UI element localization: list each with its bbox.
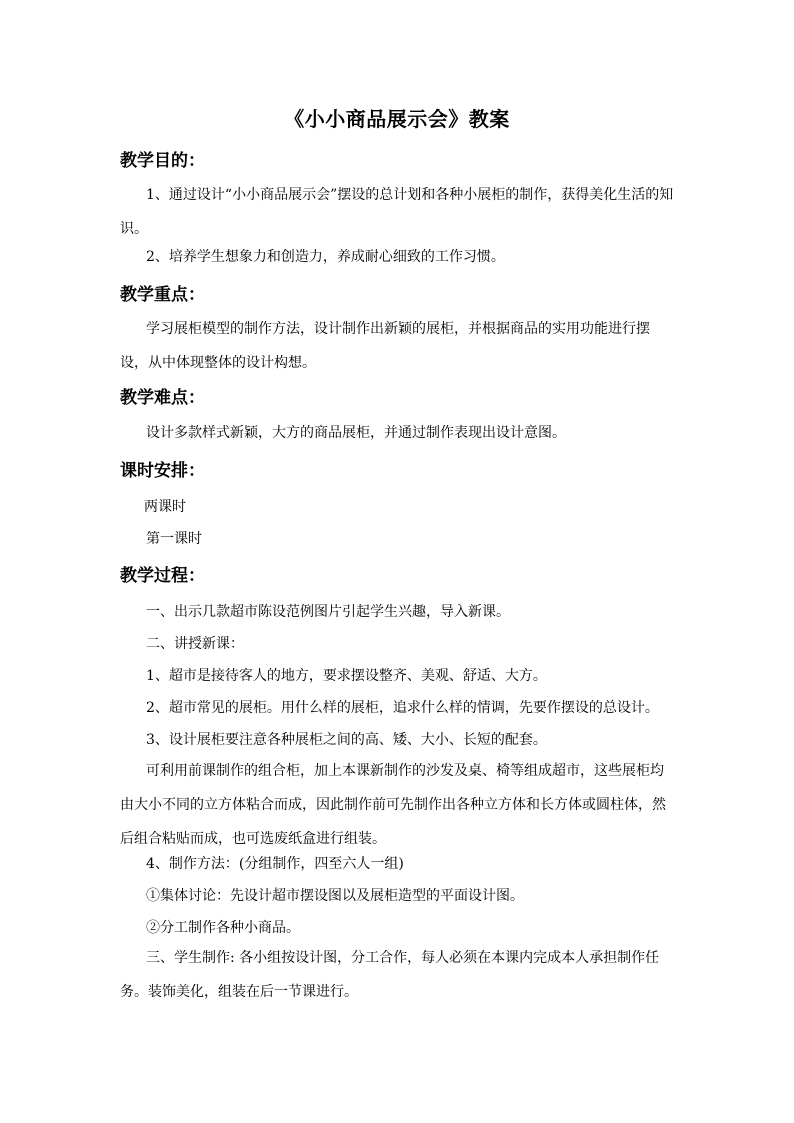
schedule-first-lesson: 第一课时 (146, 531, 202, 547)
process-method: 4、制作方法：(分组制作，四至六人一组) (146, 856, 404, 872)
key-points-paragraph: 学习展柜模型的制作方法，设计制作出新颖的展柜，并根据商品的实用功能进行摆设，从中体现整体的设计构想。 (120, 321, 650, 371)
goal-paragraph-1: 1、通过设计“小小商品展示会”摆设的总计划和各种小展柜的制作，获得美化生活的知识。 (120, 187, 674, 237)
heading-teaching-key-points: 教学重点： (120, 285, 205, 305)
process-method-step-2: ②分工制作各种小商品。 (146, 920, 300, 936)
heading-teaching-difficulties: 教学难点： (120, 388, 205, 408)
schedule-total-hours: 两课时 (144, 499, 186, 515)
process-method-step-1: ①集体讨论：先设计超市摆设图以及展柜造型的平面设计图。 (146, 888, 524, 904)
goal-paragraph-2: 2、培养学生想象力和创造力，养成耐心细致的工作习惯。 (146, 249, 505, 265)
process-new-lesson: 二、讲授新课： (146, 636, 244, 652)
process-point-2: 2、超市常见的展柜。用什么样的展柜，追求什么样的情调，先要作摆设的总设计。 (146, 700, 659, 716)
difficulties-paragraph: 设计多款样式新颖，大方的商品展柜，并通过制作表现出设计意图。 (146, 425, 566, 441)
process-student-production: 三、学生制作: 各小组按设计图，分工合作，每人必须在本课内完成本人承担制作任务。装饰美化，组装在后一节课进行。 (120, 950, 660, 1000)
process-combination-paragraph: 可利用前课制作的组合柜，加上本课新制作的沙发及桌、椅等组成超市，这些展柜均由大小不同的立方体粘合而成，因此制作前可先制作出各种立方体和长方体或圆柱体，然后组合粘贴而成，也可选废纸盒进行组装。 (120, 763, 666, 847)
heading-class-schedule: 课时安排： (120, 461, 205, 481)
heading-teaching-goal: 教学目的： (120, 151, 205, 171)
document-title: 《小小商品展示会》教案 (284, 107, 510, 131)
process-step-intro: 一、出示几款超市陈设范例图片引起学生兴趣，导入新课。 (146, 604, 510, 620)
process-point-3: 3、设计展柜要注意各种展柜之间的高、矮、大小、长短的配套。 (146, 732, 547, 748)
process-point-1: 1、超市是接待客人的地方，要求摆设整齐、美观、舒适、大方。 (146, 668, 547, 684)
heading-teaching-process: 教学过程： (120, 566, 205, 586)
